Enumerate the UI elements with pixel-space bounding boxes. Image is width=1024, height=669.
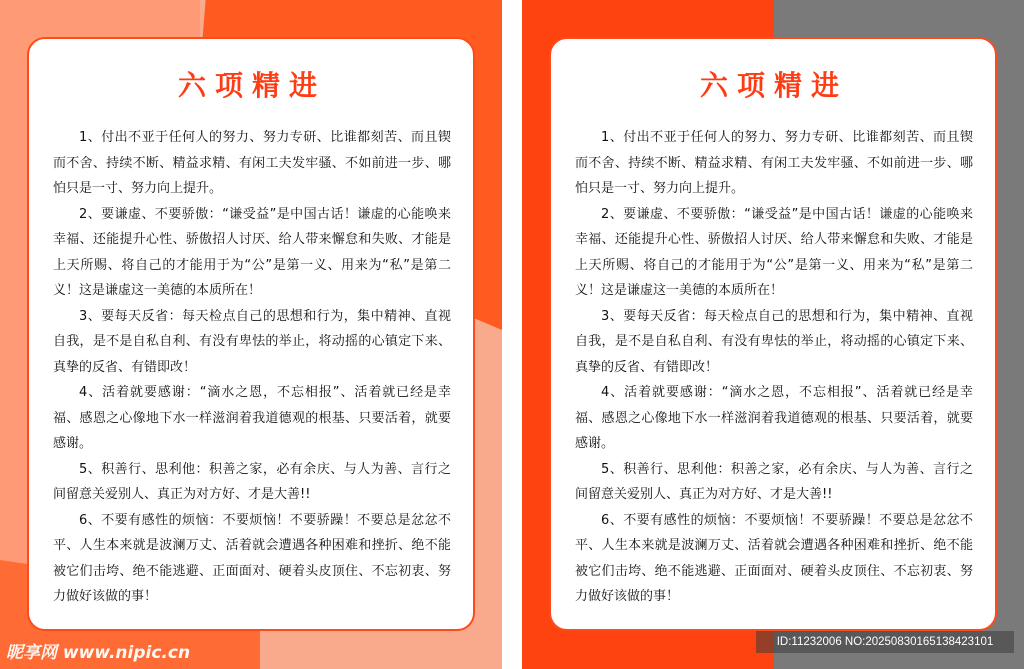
poster-title: 六项精进 (177, 69, 326, 102)
content-card (27, 37, 475, 631)
image-id-bar: ID:11232006 NO:20250830165138423101 (756, 631, 1014, 653)
paragraph-1: 1、付出不亚于任何人的努力、努力专研、比谁都刻苦、而且锲而不舍、持续不断、精益求精、有闲工夫发牢骚、不如前进一步、哪怕只是一寸、努力向上提升。 (53, 130, 451, 196)
paragraph-3: 3、要每天反省：每天检点自己的思想和行为，集中精神、直视自我，是不是自私自利、有没有卑怯的举止，将动摇的心镇定下来、真挚的反省、有错即改！ (575, 308, 973, 375)
paragraph-2: 2、要谦虚、不要骄傲：“谦受益”是中国古话！谦虚的心能唤来幸福、还能提升心性、骄傲招人讨厌、给人带来懈怠和失败、才能是上天所赐、将自己的才能用于为“公”是第一义、用来为“私”是第二义！这是谦虚这一美德的本质所在！ (575, 206, 973, 298)
content-card (549, 37, 997, 631)
paragraph-5: 5、积善行、思利他：积善之家，必有余庆、与人为善、言行之间留意关爱别人、真正为对方好、才是大善!! (575, 461, 973, 502)
paragraph-3: 3、要每天反省：每天检点自己的思想和行为，集中精神、直视自我，是不是自私自利、有没有卑怯的举止，将动摇的心镇定下来、真挚的反省、有错即改！ (53, 308, 451, 375)
paragraph-6: 6、不要有感性的烦恼：不要烦恼！不要骄躁！不要总是忿忿不平、人生本来就是波澜万丈、活着就会遭遇各种困难和挫折、绝不能被它们击垮、绝不能逃避、正面面对、硬着头皮顶住、不忘初衷、努力做好该做的事！ (575, 512, 973, 604)
poster-title: 六项精进 (699, 69, 848, 102)
poster-right (522, 0, 1024, 669)
paragraph-2: 2、要谦虚、不要骄傲：“谦受益”是中国古话！谦虚的心能唤来幸福、还能提升心性、骄傲招人讨厌、给人带来懈怠和失败、才能是上天所赐、将自己的才能用于为“公”是第一义、用来为“私”是第二义！这是谦虚这一美德的本质所在！ (53, 206, 451, 298)
poster-left (0, 0, 502, 669)
paragraph-4: 4、活着就要感谢：“滴水之恩，不忘相报”、活着就已经是幸福、感恩之心像地下水一样滋润着我道德观的根基、只要活着，就要感谢。 (53, 385, 451, 451)
watermark-text: 昵享网 www.nipic.cn (6, 643, 191, 663)
paragraph-4: 4、活着就要感谢：“滴水之恩，不忘相报”、活着就已经是幸福、感恩之心像地下水一样滋润着我道德观的根基、只要活着，就要感谢。 (575, 385, 973, 451)
paragraph-5: 5、积善行、思利他：积善之家，必有余庆、与人为善、言行之间留意关爱别人、真正为对方好、才是大善!! (53, 461, 451, 502)
paragraph-6: 6、不要有感性的烦恼：不要烦恼！不要骄躁！不要总是忿忿不平、人生本来就是波澜万丈、活着就会遭遇各种困难和挫折、绝不能被它们击垮、绝不能逃避、正面面对、硬着头皮顶住、不忘初衷、努力做好该做的事！ (53, 512, 451, 604)
paragraph-1: 1、付出不亚于任何人的努力、努力专研、比谁都刻苦、而且锲而不舍、持续不断、精益求精、有闲工夫发牢骚、不如前进一步、哪怕只是一寸、努力向上提升。 (575, 130, 973, 196)
divider (502, 0, 522, 669)
